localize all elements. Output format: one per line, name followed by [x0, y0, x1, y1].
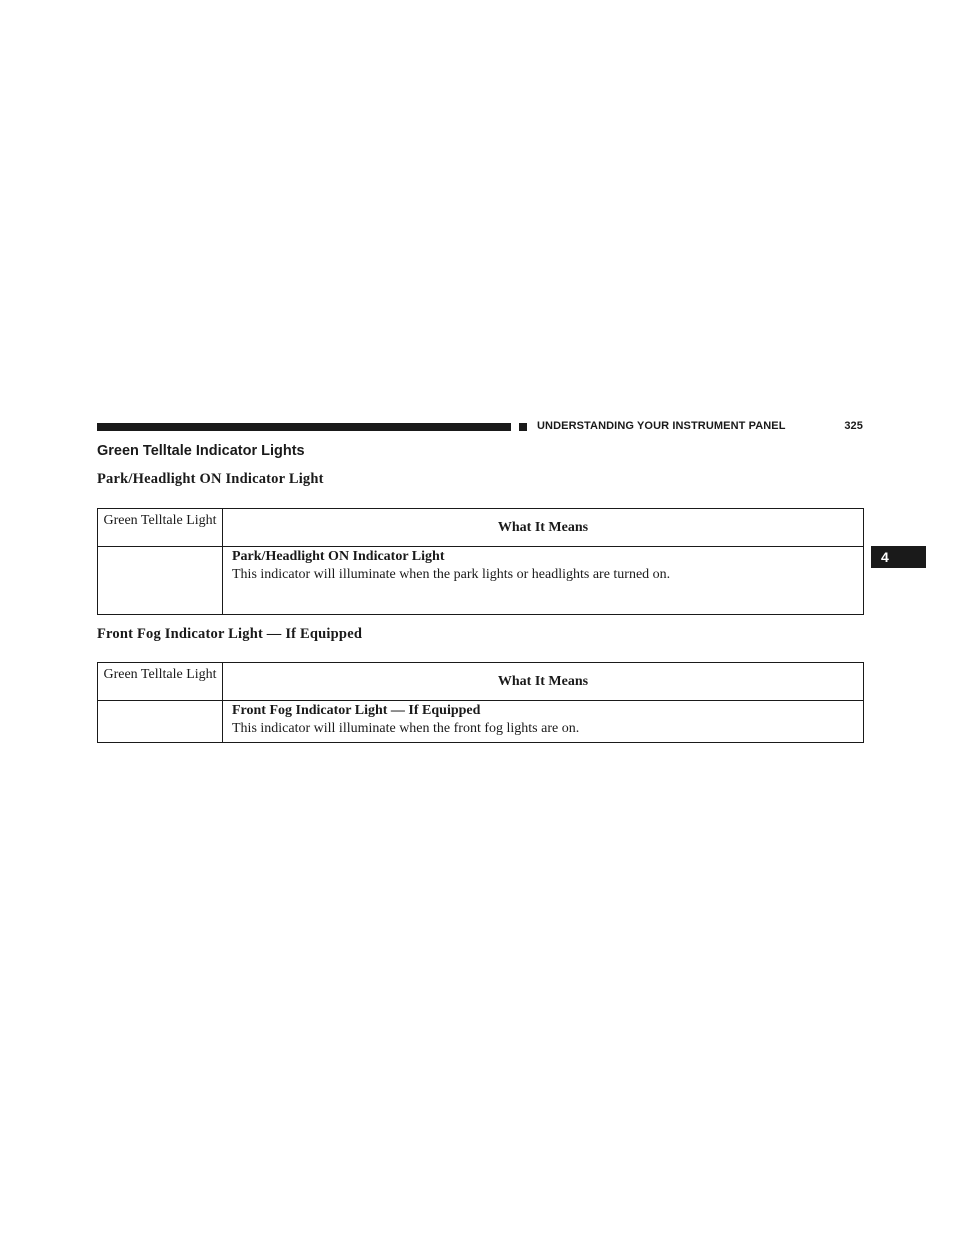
telltale-table-2	[97, 662, 864, 743]
indicator-description: This indicator will illuminate when the park lights or headlights are turned on.	[232, 567, 671, 582]
col-header-meaning: What It Means	[223, 509, 864, 547]
table-header-row	[98, 509, 864, 547]
running-head	[537, 420, 863, 432]
table-2-subtitle: Front Fog Indicator Light — If Equipped	[97, 626, 363, 642]
col-header-meaning: What It Means	[223, 663, 864, 701]
indicator-name: Front Fog Indicator Light — If Equipped	[232, 703, 481, 718]
table-row	[98, 701, 864, 743]
indicator-description: This indicator will illuminate when the front fog lights are on.	[232, 721, 580, 736]
header-rule	[97, 423, 511, 431]
table-row	[98, 547, 864, 615]
telltale-icon-cell	[98, 547, 223, 615]
telltale-table-1	[97, 508, 864, 615]
col-header-light: Green Telltale Light	[98, 663, 223, 701]
section-title: Green Telltale Indicator Lights	[97, 443, 305, 459]
telltale-icon-cell	[98, 701, 223, 743]
chapter-tab: 4	[871, 546, 926, 568]
page-number: 325	[844, 420, 863, 432]
meaning-cell	[223, 701, 864, 743]
table-header-row	[98, 663, 864, 701]
header-rule-marker	[519, 423, 527, 431]
meaning-cell	[223, 547, 864, 615]
col-header-light: Green Telltale Light	[98, 509, 223, 547]
running-title: UNDERSTANDING YOUR INSTRUMENT PANEL	[537, 420, 786, 432]
indicator-name: Park/Headlight ON Indicator Light	[232, 549, 445, 564]
table-1-subtitle: Park/Headlight ON Indicator Light	[97, 471, 324, 487]
